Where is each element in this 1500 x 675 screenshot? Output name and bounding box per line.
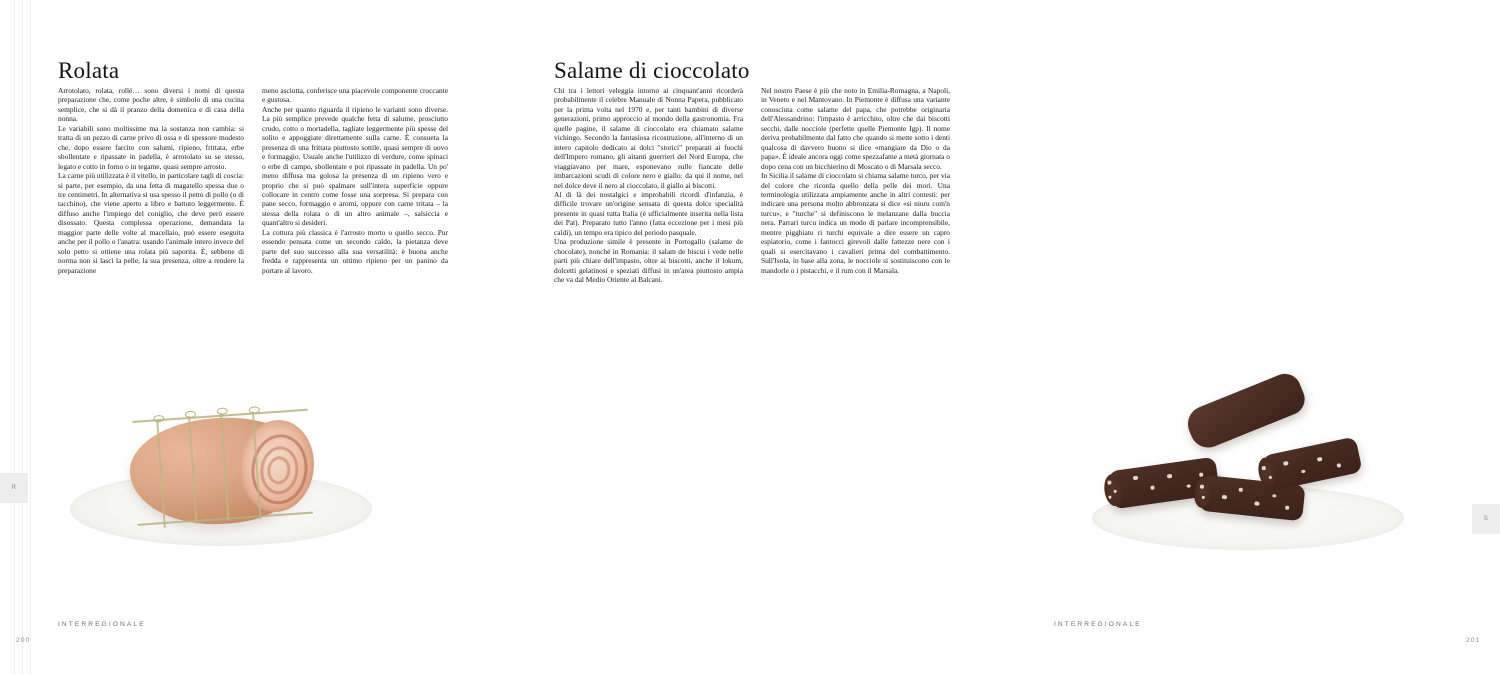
biscuit-speck [1269,476,1273,480]
salame-illustration [1068,388,1468,588]
section-tab-right [1472,504,1500,534]
biscuit-speck [1254,501,1259,506]
biscuit-speck [1337,463,1342,468]
left-page [0,0,500,675]
salami-cut-face [1102,473,1124,507]
right-column-2-text: In Sicilia il salame di cioccolato si chiama salame turco, per via del colore che ricorda quello della pelle dei mori. Una terminologia utilizzata ampiamente anche in altri contesti: per indicare una persona molto abbronzata si dice «si niuru com'n turcu», e "turche" si definiscono le melanzane dalla buccia nera. Parrari turcu indica un modo di parlare incomprensibile, mentre pigghiatu ri turchi equivale a dire essere un capro espiatorio, come i fantocci girevoli dalle fattezze nere con i quali si esercitavano i cavalieri prima del combattimento. Sull'Isola, in base alla zona, le nocciole si sostituiscono con le mandorle o i pistacchi, e il rum con il Marsala. [761,171,950,275]
chocolate-salami-slice [1261,436,1362,491]
biscuit-speck [1199,472,1204,477]
section-tab-left-label: R [11,485,17,491]
right-page-columns [554,86,950,285]
left-column-1-text: Le variabili sono moltissime ma la sostanza non cambia: si tratta di un pezzo di carne privo di ossa e di spessore modesto che, dopo essere farcito con salumi, ripieno, frittata, erbe sbollentate e ripassate in padella, è arrotolato su se stesso, legato e cotto in forno o in tegame, quasi sempre arrosto. [58,123,244,171]
biscuit-speck [1239,488,1243,492]
biscuit-speck [1222,495,1227,500]
right-column-1-text: Chi tra i lettori veleggia intorno ai cinquant'anni ricorderà probabilmente il celebre Manuale di Nonna Papera, pubblicato per la prima volta nel 1970 e, per tanti bambini di diverse generazioni, primo approccio al mondo della gastronomia. Fra quelle pagine, il salame di cioccolato era chiamato salame vichingo. Secondo la fantasiosa ricostruzione, all'interno di un intero capitolo dedicato ai dolci "storici" preparati ai fuochi dell'Impero romano, gli aitanti guerrieri del Nord Europa, che viaggiavano per mare, esponevano sulle fiancate delle imbarcazioni scudi di colore nero e giallo: da qui il nome, nel nel dolce deve il nero al cioccolato, il giallo ai biscotti. [554,86,743,190]
biscuit-speck [1285,506,1289,510]
left-column-1-text: Arrotolato, rolata, rollé… sono diversi i nomi di questa preparazione che, come poche altre, è simbolo di una cucina semplice, che si dà il pranzo della domenica e di casa della nonna. [58,86,244,124]
biscuit-speck [1301,470,1306,474]
left-page-columns [58,86,448,275]
biscuit-speck [1283,461,1289,466]
biscuit-speck [1200,485,1204,489]
section-tab-right-label: S [1483,516,1489,522]
left-column-2 [262,86,448,275]
left-column-2-text: Anche per quanto riguarda il ripieno le varianti sono diverse. La più semplice prevede qualche fetta di salume, prosciutto crudo, cotto o mortadella, tagliate leggermente più spesse del solito e appoggiate direttamente sulla carne. È consueta la presenza di una frittata piuttosto sottile, quasi sempre di uovo e formaggio. Usuale anche l'utilizzo di verdure, come spinaci o erbe di campo, sbollentate e poi ripassate in padella. Un po' meno diffusa ma golosa la presenza di un ripieno vero e proprio che si può spalmare sull'intera superficie oppure collocare in centro come fosse una sorpresa. Si prepara con pane secco, formaggio e aromi, oppure con carne tritata – la stessa della rolata o di un altro animale –, salsiccia e quant'altro si desideri. [262,104,448,228]
left-column-2-text: La cottura più classica è l'arrosto morto o quello secco. Pur essendo pensata come un secondo caldo, la pietanza deve parte del suo successo alla sua versatilità: è buona anche fredda e rappresenta un ottimo ripieno per un panino da portare al lavoro. [262,227,448,275]
biscuit-speck [1113,490,1116,493]
biscuit-speck [1167,474,1173,479]
biscuit-speck [1272,494,1276,497]
biscuit-speck [1317,457,1323,462]
biscuit-speck [1261,466,1266,471]
right-page [500,0,1489,675]
biscuit-speck [1133,476,1139,481]
butcher-string [220,413,229,521]
page-title-left: Rolata [58,58,120,84]
right-column-1-text: Una produzione simile è presente in Portogallo (salame de chocolate), nonché in Romania: il salam de biscui i vede nelle parti più chiare dell'impasto, oltre ai biscotti, anche il lokum, dolcetti gelatinosi e speziati diffusi in un'area piuttosto ampia che va dal Medio Oriente al Balcani. [554,237,743,285]
butcher-string [188,416,197,524]
footer-label-left: INTERREGIONALE [58,621,146,628]
folio-right: 201 [1466,637,1481,644]
right-column-2-text: Nel nostro Paese è più che noto in Emilia-Romagna, a Napoli, in Veneto e nel Mantovano. In Piemonte è diffusa una variante conosciuta come salame del papa, che potrebbe originaria dell'Alessandrino: l'impasto è arricchito, oltre che dai biscotti secchi, dalle nocciole (perfette quelle Piemonte Igp). Il nome deriva probabilmente dal fatto che quando si mette sotto i denti qualcosa di davvero buono si dice «mangiare da Dio o da papa». È ideale ancora oggi come spezzafame a metà giornata o dopo cena con un bicchierino di Moscato o di Marsala secco. [761,86,950,171]
page-title-right: Salame di cioccolato [554,58,750,84]
left-column-1 [58,86,244,275]
biscuit-speck [1108,495,1111,498]
biscuit-speck [1150,485,1155,490]
biscuit-speck [1107,480,1112,485]
right-column-1-text: Al di là dei nostalgici e improbabili ricordi d'infanzia, è difficile trovare un'origine sensata di questa dolce specialità presente in quasi tutta Italia (è ufficialmente inserita nella lista dei Pat). Preparato tutto l'anno (fatta eccezione per i mesi più caldi), un tempo era tipico del periodo pasquale. [554,189,743,237]
footer-label-right: INTERREGIONALE [1054,621,1142,628]
left-column-2-text: meno asciutta, conferisce una piacevole componente croccante e gustosa. [262,86,448,105]
folio-left: 200 [16,637,31,644]
chocolate-salami-whole [1183,369,1310,453]
section-tab-left [0,473,28,503]
biscuit-speck [1202,496,1205,499]
biscuit-speck [1186,484,1190,488]
butcher-string-knot [153,415,164,423]
right-column-2 [761,86,950,285]
left-column-1-text: La carne più utilizzata è il vitello, in particolare tagli di coscia: si parte, per esempio, da una fetta di magatello spessa due o tre centimetri. In alternativa si usa spesso il petto di pollo (o di tacchino), che viene aperto a libro e battuto leggermente. È diffuso anche l'impiego del coniglio, che deve però essere disossato. Questa complessa operazione, demandata la maggior parte delle volte al macellaio, può essere eseguita anche per il pollo o l'anatra: usando l'animale intero invece del solo petto si ottiene una rolata più saporita. È, sebbene di norma non si lasci la pelle, la sua presenza, oltre a rendere la preparazione [58,171,244,275]
rolata-illustration [70,388,440,588]
right-column-1 [554,86,743,285]
